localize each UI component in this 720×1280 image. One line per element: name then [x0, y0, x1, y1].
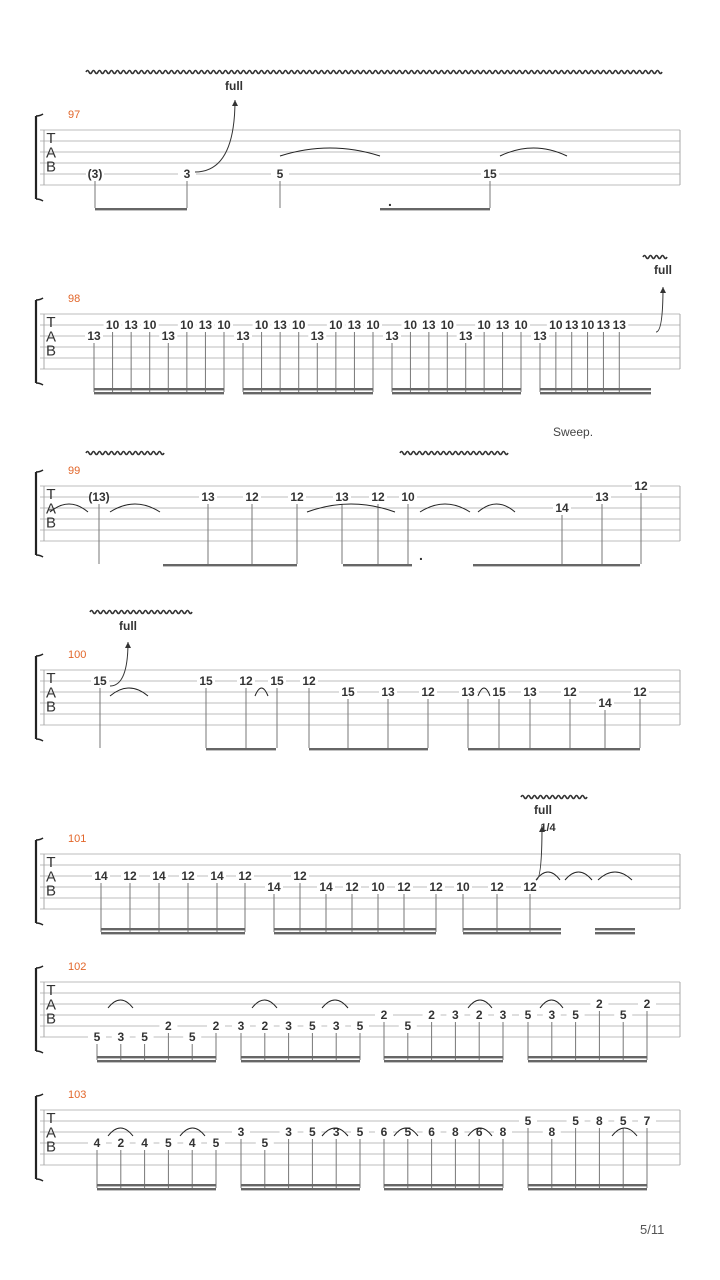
tab-clef-letter: B — [45, 342, 57, 360]
fret-number: 6 — [475, 1125, 483, 1139]
measure-number: 101 — [68, 833, 87, 845]
measure-number: 102 — [68, 961, 87, 973]
fret-number: (3) — [87, 167, 103, 181]
fret-number: 15 — [341, 685, 355, 699]
fret-number: 2 — [117, 1136, 125, 1150]
fret-number: 14 — [152, 869, 166, 883]
tab-clef-letter: B — [45, 158, 57, 176]
beam — [94, 392, 224, 394]
beam — [97, 1184, 216, 1186]
fret-number: 10 — [440, 318, 454, 332]
beam — [540, 392, 651, 394]
bend-label: full — [119, 619, 137, 633]
vibrato-line — [643, 256, 667, 259]
beam — [243, 392, 373, 394]
fret-number: 5 — [404, 1019, 412, 1033]
fret-number: 13 — [385, 329, 399, 343]
fret-number: 12 — [633, 685, 647, 699]
beam — [528, 1188, 647, 1190]
beam — [528, 1184, 647, 1186]
fret-number: 5 — [93, 1030, 101, 1044]
fret-number: 13 — [236, 329, 250, 343]
fret-number: 7 — [643, 1114, 651, 1128]
vibrato-line — [521, 796, 587, 799]
tab-clef-letter: T — [46, 982, 56, 999]
tab-clef-letter: T — [46, 854, 56, 871]
fret-number: 14 — [267, 880, 281, 894]
fret-number: 3 — [183, 167, 191, 181]
fret-number: 13 — [461, 685, 475, 699]
beam — [384, 1060, 503, 1062]
fret-number: 12 — [293, 869, 307, 883]
tab-clef-letter: T — [46, 130, 56, 147]
fret-number: 5 — [309, 1125, 316, 1139]
fret-number: 5 — [188, 1030, 196, 1044]
fret-number: 5 — [276, 167, 284, 181]
fret-number: 14 — [319, 880, 333, 894]
beam — [243, 388, 373, 390]
bend-arrowhead — [125, 642, 131, 648]
fret-number: 10 — [403, 318, 418, 332]
fret-number: 13 — [422, 318, 436, 332]
tab-clef-letter: B — [45, 514, 57, 532]
fret-number: 14 — [94, 869, 108, 883]
bend-arrowhead — [232, 100, 238, 106]
beam — [528, 1056, 647, 1058]
fret-number: 15 — [93, 674, 107, 688]
fret-number: 8 — [548, 1125, 556, 1139]
fret-number: 10 — [549, 318, 563, 332]
fret-number: 4 — [93, 1136, 101, 1150]
fret-number: 5 — [524, 1008, 532, 1022]
fret-number: 13 — [124, 318, 138, 332]
beam — [540, 388, 651, 390]
beam — [101, 928, 245, 930]
beam — [309, 748, 428, 750]
fret-number: 13 — [533, 329, 547, 343]
beam — [97, 1060, 216, 1062]
tab-clef-letter: T — [46, 1110, 56, 1127]
fret-number: 3 — [332, 1019, 340, 1033]
fret-number: 6 — [428, 1125, 435, 1139]
fret-number: 12 — [371, 490, 385, 504]
fret-number: 12 — [523, 880, 537, 894]
fret-number: 15 — [199, 674, 213, 688]
fret-number: 10 — [217, 318, 231, 332]
fret-number: 8 — [596, 1114, 603, 1128]
measure-number: 99 — [68, 465, 81, 477]
fret-number: 12 — [239, 674, 253, 688]
beam — [163, 564, 297, 566]
tab-clef-letter: A — [45, 328, 57, 346]
tab-clef-letter: A — [45, 868, 57, 886]
fret-number: 2 — [165, 1019, 172, 1033]
measure-number: 100 — [68, 649, 87, 661]
fret-number: 15 — [492, 685, 506, 699]
beam — [97, 1056, 216, 1058]
bend-arrow — [110, 642, 128, 686]
fret-number: 10 — [514, 318, 528, 332]
fret-number: 3 — [237, 1019, 245, 1033]
beam — [384, 1056, 503, 1058]
beam — [274, 928, 436, 930]
fret-number: 3 — [548, 1008, 556, 1022]
fret-number: 10 — [105, 318, 120, 332]
fret-number: 10 — [371, 880, 385, 894]
fret-number: 5 — [619, 1114, 627, 1128]
fret-number: 10 — [180, 318, 194, 332]
fret-number: 10 — [401, 490, 415, 504]
tab-clef-letter: T — [46, 314, 56, 331]
beam — [241, 1060, 360, 1062]
fret-number: 5 — [165, 1136, 172, 1150]
beam — [94, 388, 224, 390]
fret-number: 15 — [270, 674, 284, 688]
fret-number: (13) — [88, 490, 110, 504]
fret-number: 12 — [123, 869, 137, 883]
fret-number: 5 — [356, 1125, 364, 1139]
fret-number: 5 — [141, 1030, 148, 1044]
fret-number: 14 — [598, 696, 612, 710]
fret-number: 12 — [238, 869, 252, 883]
tab-clef-letter: A — [45, 500, 57, 518]
fret-number: 5 — [572, 1008, 579, 1022]
fret-number: 5 — [309, 1019, 316, 1033]
fret-number: 13 — [523, 685, 537, 699]
tab-clef-letter: B — [45, 882, 57, 900]
fret-number: 3 — [117, 1030, 125, 1044]
beam — [274, 932, 436, 934]
fret-number: 12 — [290, 490, 304, 504]
beam — [97, 1188, 216, 1190]
tab-clef-letter: A — [45, 684, 57, 702]
tab-clef-letter: A — [45, 996, 57, 1014]
fret-number: 3 — [285, 1019, 292, 1033]
beam — [595, 928, 635, 930]
vibrato-line — [400, 452, 508, 455]
bend-arrow — [195, 100, 235, 172]
beam — [343, 564, 412, 566]
vibrato-line — [86, 452, 164, 455]
fret-number: 3 — [285, 1125, 292, 1139]
fret-number: 13 — [161, 329, 175, 343]
fret-number: 4 — [141, 1136, 148, 1150]
beam — [473, 564, 640, 566]
beam — [95, 208, 187, 210]
fret-number: 5 — [261, 1136, 269, 1150]
fret-number: 6 — [380, 1125, 388, 1139]
rhythm-dot: . — [419, 547, 423, 563]
fret-number: 13 — [335, 490, 349, 504]
bend-arrow — [536, 826, 542, 880]
measure-number: 103 — [68, 1089, 87, 1101]
fret-number: 13 — [347, 318, 362, 332]
fret-number: 8 — [452, 1125, 459, 1139]
fret-number: 13 — [198, 318, 213, 332]
fret-number: 5 — [404, 1125, 412, 1139]
fret-number: 2 — [212, 1019, 220, 1033]
beam — [241, 1056, 360, 1058]
fret-number: 2 — [261, 1019, 269, 1033]
beam — [392, 392, 521, 394]
bend-label: full — [534, 803, 552, 817]
fret-number: 3 — [237, 1125, 245, 1139]
vibrato-line — [90, 611, 192, 614]
fret-number: 3 — [332, 1125, 340, 1139]
measure-number: 97 — [68, 109, 81, 121]
fret-number: 13 — [201, 490, 215, 504]
fret-number: 12 — [245, 490, 259, 504]
beam — [384, 1184, 503, 1186]
fret-number: 12 — [634, 479, 648, 493]
bend-arrowhead — [660, 287, 666, 293]
fret-number: 12 — [302, 674, 316, 688]
fret-number: 2 — [428, 1008, 435, 1022]
fret-number: 13 — [459, 329, 473, 343]
tab-clef-letter: A — [45, 144, 57, 162]
fret-number: 2 — [643, 997, 651, 1011]
bend-quarter-label: 1/4 — [540, 822, 556, 834]
sweep-annotation: Sweep. — [553, 425, 594, 439]
page-number: 5/11 — [640, 1222, 665, 1237]
fret-number: 12 — [421, 685, 435, 699]
rhythm-dot: . — [388, 193, 392, 209]
beam — [392, 388, 521, 390]
tab-clef-letter: T — [46, 670, 56, 687]
fret-number: 4 — [188, 1136, 196, 1150]
measure-number: 98 — [68, 293, 81, 305]
fret-number: 13 — [495, 318, 510, 332]
fret-number: 13 — [596, 318, 611, 332]
fret-number: 3 — [452, 1008, 459, 1022]
fret-number: 12 — [397, 880, 411, 894]
beam — [206, 748, 276, 750]
tab-clef-letter: B — [45, 698, 57, 716]
vibrato-line — [86, 71, 662, 74]
fret-number: 10 — [477, 318, 491, 332]
fret-number: 2 — [380, 1008, 388, 1022]
beam — [468, 748, 640, 750]
fret-number: 2 — [475, 1008, 483, 1022]
fret-number: 10 — [254, 318, 269, 332]
fret-number: 13 — [565, 318, 579, 332]
fret-number: 10 — [366, 318, 380, 332]
beam — [463, 928, 561, 930]
fret-number: 12 — [429, 880, 443, 894]
fret-number: 10 — [143, 318, 157, 332]
fret-number: 13 — [595, 490, 609, 504]
fret-number: 15 — [483, 167, 497, 181]
tab-clef-letter: B — [45, 1010, 57, 1028]
fret-number: 10 — [580, 318, 595, 332]
beam — [528, 1060, 647, 1062]
tab-clef-letter: A — [45, 1124, 57, 1142]
fret-number: 2 — [596, 997, 603, 1011]
beam — [380, 208, 490, 210]
fret-number: 10 — [456, 880, 470, 894]
fret-number: 13 — [87, 329, 101, 343]
beam — [463, 932, 561, 934]
fret-number: 8 — [499, 1125, 507, 1139]
fret-number: 3 — [499, 1008, 507, 1022]
fret-number: 12 — [490, 880, 504, 894]
fret-number: 5 — [619, 1008, 627, 1022]
fret-number: 12 — [181, 869, 195, 883]
fret-number: 5 — [572, 1114, 579, 1128]
fret-number: 12 — [345, 880, 359, 894]
fret-number: 13 — [310, 329, 324, 343]
fret-number: 14 — [210, 869, 224, 883]
beam — [241, 1188, 360, 1190]
fret-number: 14 — [555, 501, 569, 515]
beam — [241, 1184, 360, 1186]
bend-label: full — [654, 263, 672, 277]
beam — [595, 932, 635, 934]
fret-number: 5 — [212, 1136, 220, 1150]
beam — [384, 1188, 503, 1190]
fret-number: 5 — [524, 1114, 532, 1128]
beam — [101, 932, 245, 934]
tab-clef-letter: T — [46, 486, 56, 503]
fret-number: 12 — [563, 685, 577, 699]
fret-number: 13 — [273, 318, 287, 332]
fret-number: 13 — [381, 685, 395, 699]
fret-number: 13 — [612, 318, 626, 332]
fret-number: 10 — [292, 318, 306, 332]
fret-number: 5 — [356, 1019, 364, 1033]
tab-clef-letter: B — [45, 1138, 57, 1156]
fret-number: 10 — [329, 318, 343, 332]
bend-label: full — [225, 79, 243, 93]
